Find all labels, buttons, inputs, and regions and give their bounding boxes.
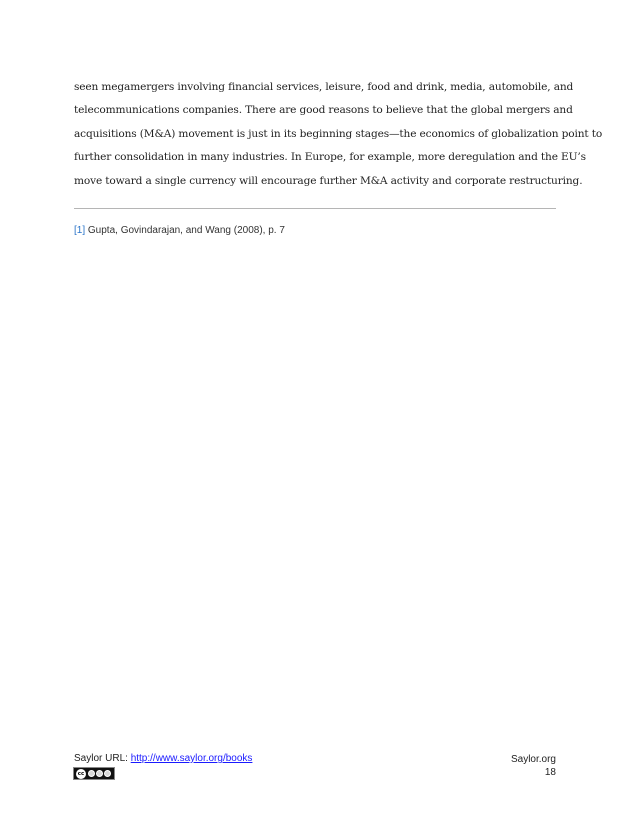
body-line: seen megamergers involving financial services, leisure, food and drink, media, automobile, and — [74, 81, 574, 93]
body-line: further consolidation in many industries. In Europe, for example, more deregulation and the EU’s — [74, 151, 586, 164]
attribution-icon — [88, 770, 95, 777]
creative-commons-icon — [73, 767, 115, 780]
body-line: acquisitions (M&A) movement is just in its beginning stages—the economics of globalization point to — [74, 127, 603, 140]
footnote — [74, 225, 285, 236]
footnote-separator — [74, 208, 556, 209]
body-line: telecommunications companies. There are good reasons to believe that the global mergers and — [74, 104, 573, 117]
footer-url-link[interactable]: http://www.saylor.org/books — [130, 753, 253, 764]
body-paragraph — [74, 76, 603, 193]
footnote-marker-link[interactable]: [1] — [74, 225, 86, 236]
footer-right — [511, 753, 556, 779]
license-terms-icon — [88, 770, 111, 777]
footer-site: Saylor.org — [510, 754, 556, 765]
footnote-text: Gupta, Govindarajan, and Wang (2008), p. 7 — [87, 225, 285, 236]
page-number: 18 — [544, 767, 556, 778]
cc-logo-icon: cc — [77, 770, 85, 777]
sharealike-icon — [104, 770, 111, 777]
body-line: move toward a single currency will encourage further M&A activity and corporate restructuring. — [74, 174, 583, 187]
noncommercial-icon — [96, 770, 103, 777]
footer-url-label: Saylor URL: — [74, 753, 131, 764]
footer-url — [74, 753, 252, 764]
